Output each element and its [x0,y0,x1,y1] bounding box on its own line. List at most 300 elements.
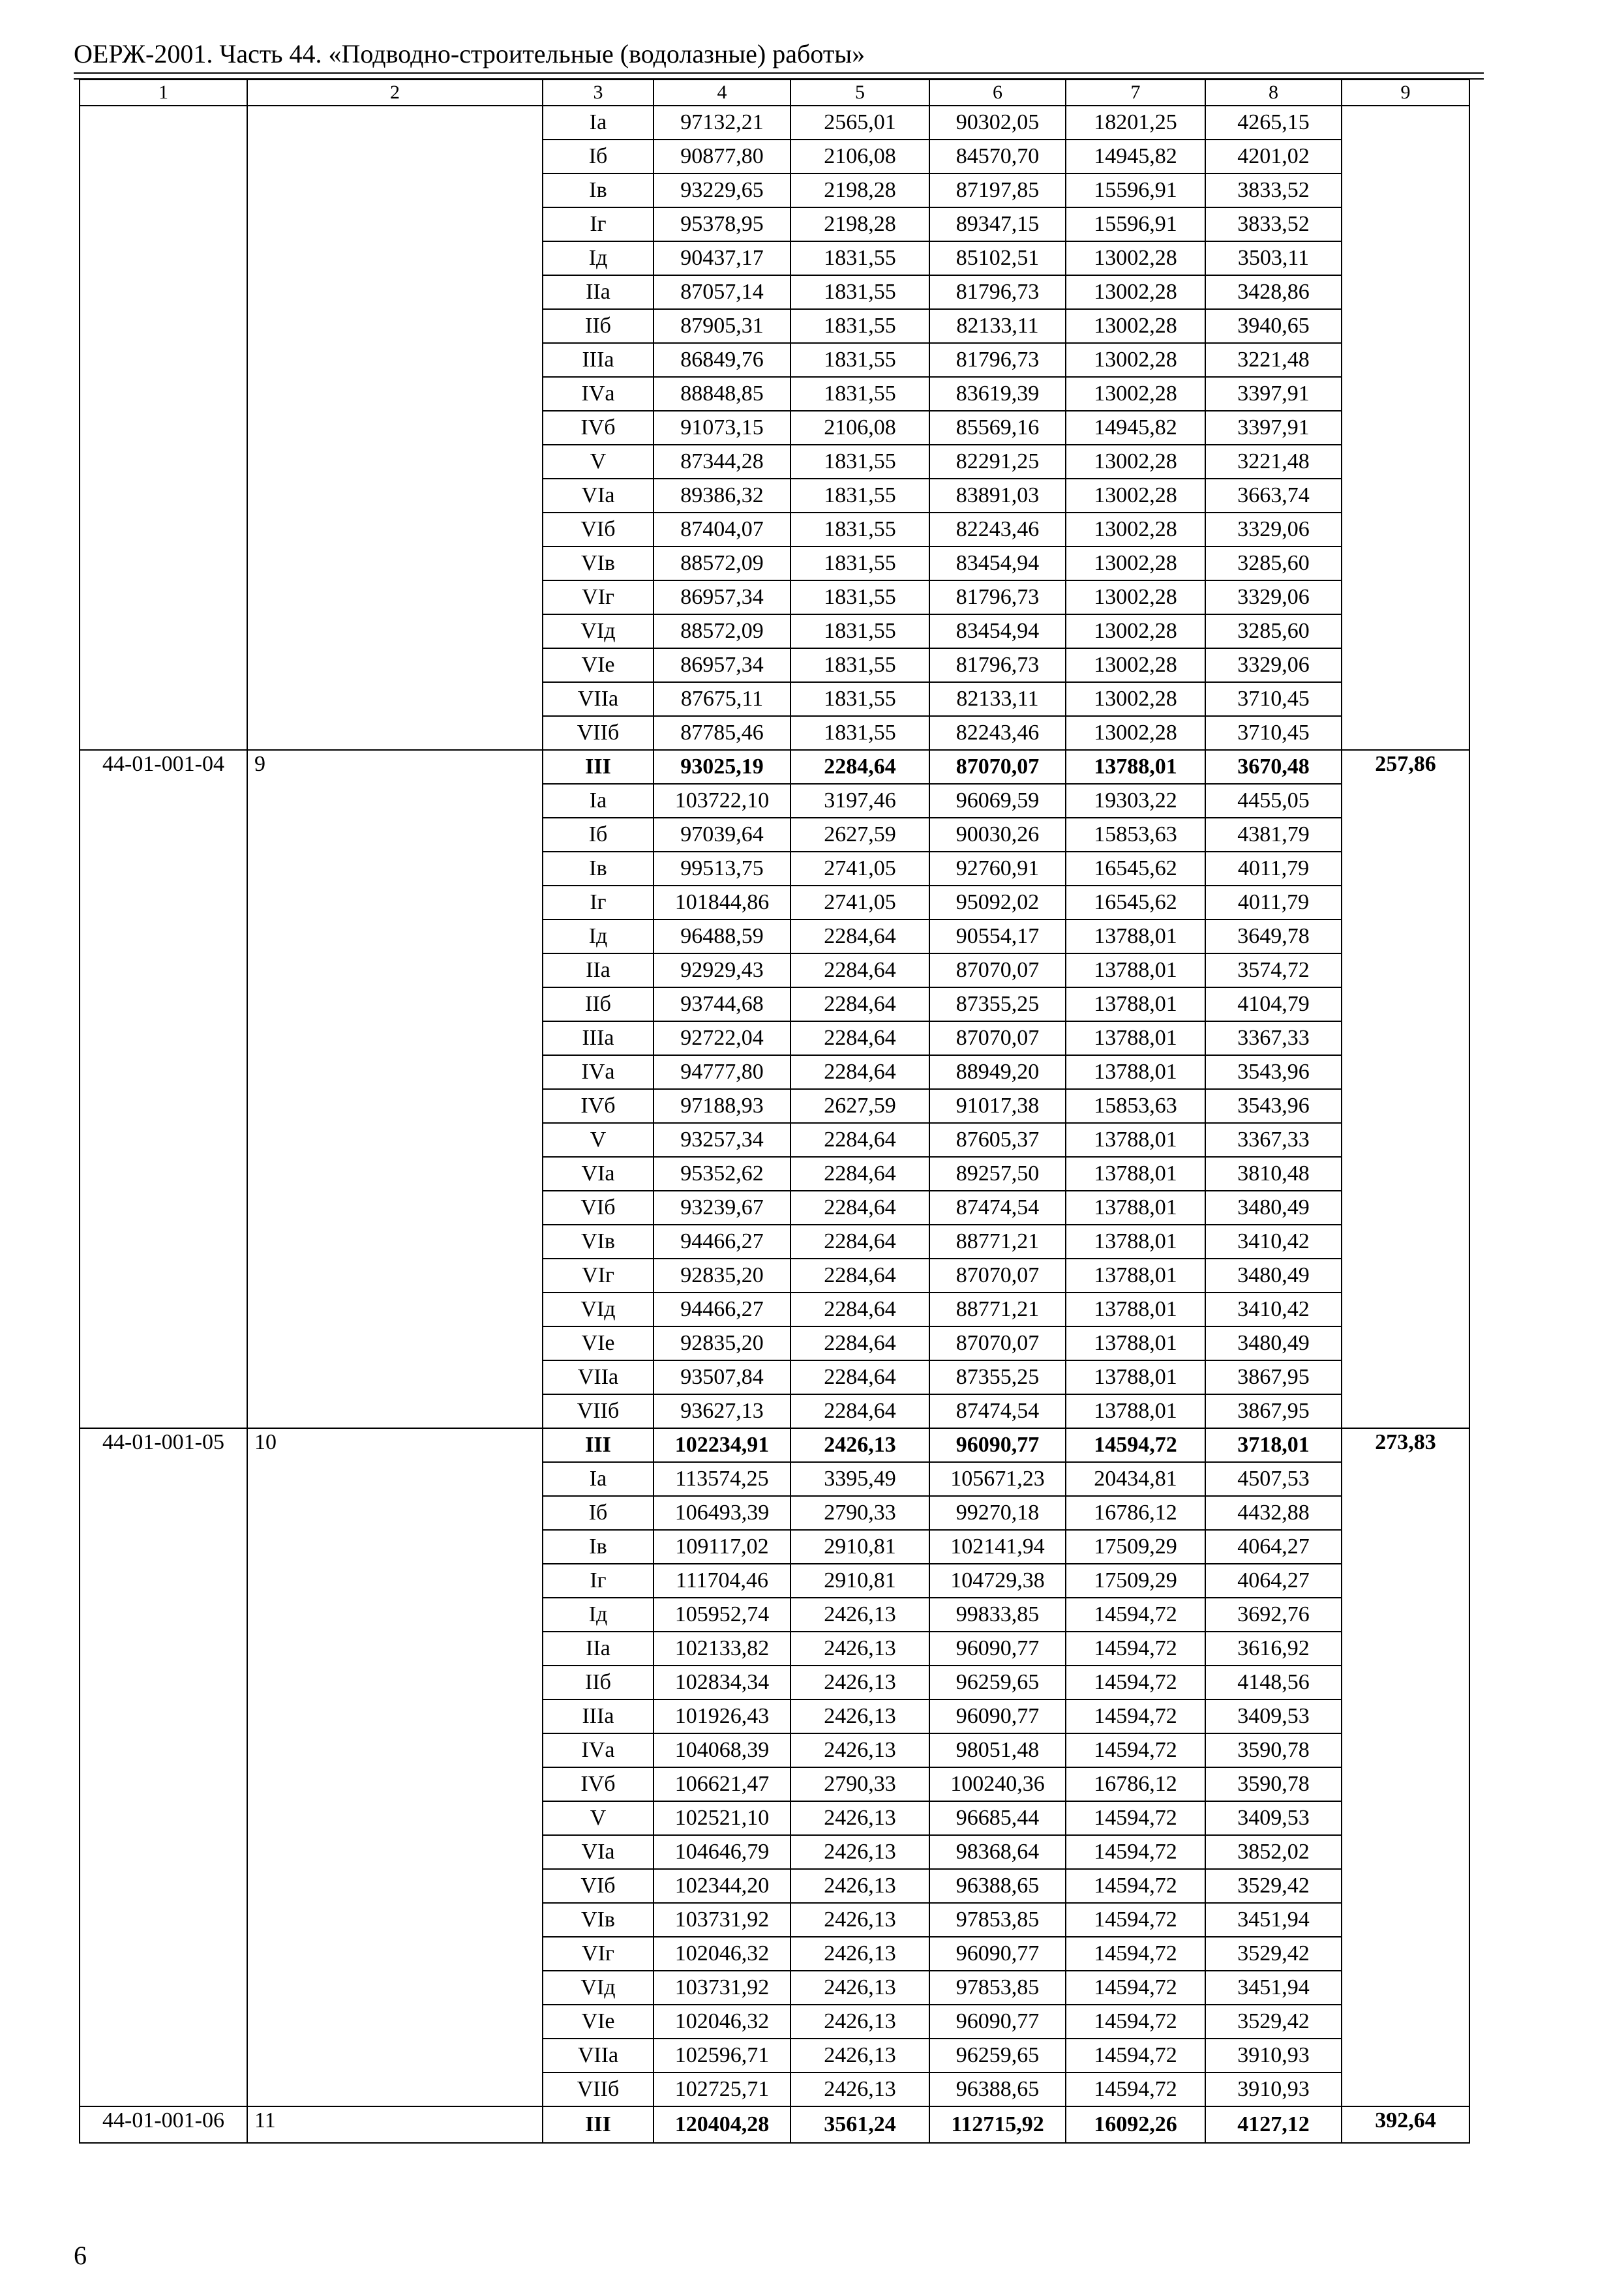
col-machinist-wages-cell: 14594,72 [1066,1869,1205,1903]
col-machinist-wages-cell: 13788,01 [1066,1021,1205,1055]
col-machinist-wages-cell: 13002,28 [1066,682,1205,716]
col-machines-cell: 99833,85 [929,1598,1066,1632]
col-labor-cell: 2426,13 [790,2072,929,2106]
col-machinist-wages-cell: 19303,22 [1066,784,1205,818]
col-labor-cell: 1831,55 [790,614,929,648]
number-cell: 9 [247,750,543,1428]
col-machinist-wages-cell: 13002,28 [1066,614,1205,648]
col-total-cell: 106621,47 [654,1767,790,1801]
col-machinist-wages-cell: 18201,25 [1066,106,1205,140]
col-total-cell: 111704,46 [654,1564,790,1598]
col-total-cell: 87675,11 [654,682,790,716]
col-labor-cell: 2627,59 [790,818,929,852]
col-materials-cell: 3940,65 [1205,309,1342,343]
col-machines-cell: 87355,25 [929,987,1066,1021]
column-number-cell: 6 [929,80,1066,106]
col-total-cell: 109117,02 [654,1530,790,1564]
col-total-cell: 86849,76 [654,343,790,377]
col-materials-cell: 4064,27 [1205,1564,1342,1598]
col-machinist-wages-cell: 13788,01 [1066,1191,1205,1225]
col-machines-cell: 87474,54 [929,1191,1066,1225]
col-total-cell: 87905,31 [654,309,790,343]
col-machines-cell: 87070,07 [929,953,1066,987]
col-labor-cell: 1831,55 [790,648,929,682]
col-labor-cell: 2284,64 [790,1394,929,1428]
col-materials-cell: 3410,42 [1205,1225,1342,1259]
col-total-cell: 102344,20 [654,1869,790,1903]
col-materials-cell: 4104,79 [1205,987,1342,1021]
col-machines-cell: 87197,85 [929,173,1066,207]
col-materials-cell: 3590,78 [1205,1733,1342,1767]
col-materials-cell: 3852,02 [1205,1835,1342,1869]
col-machines-cell: 87070,07 [929,750,1066,784]
col-zone-cell: VIIа [543,2039,654,2072]
col-machinist-wages-cell: 13788,01 [1066,750,1205,784]
col-zone-cell: Iв [543,173,654,207]
col-zone-cell: VIа [543,1157,654,1191]
col-materials-cell: 3529,42 [1205,2005,1342,2039]
col-total-cell: 102834,34 [654,1666,790,1699]
col-materials-cell: 3710,45 [1205,682,1342,716]
col-machinist-wages-cell: 15853,63 [1066,1089,1205,1123]
col-machines-cell: 87070,07 [929,1326,1066,1360]
col-zone-cell: VIIб [543,2072,654,2106]
col-zone-cell: VIв [543,546,654,580]
col-machines-cell: 81796,73 [929,275,1066,309]
header-rule [74,72,1484,74]
col-labor-cell: 2426,13 [790,1937,929,1971]
col-zone-cell: Iг [543,1564,654,1598]
col-machines-cell: 96090,77 [929,1937,1066,1971]
col-machines-cell: 85569,16 [929,411,1066,445]
col-zone-cell: Iб [543,140,654,173]
col-machines-cell: 97853,85 [929,1903,1066,1937]
col-total-cell: 95352,62 [654,1157,790,1191]
col-machinist-wages-cell: 15596,91 [1066,173,1205,207]
col-machines-cell: 98051,48 [929,1733,1066,1767]
col-machinist-wages-cell: 14594,72 [1066,2072,1205,2106]
col-zone-cell: VIе [543,2005,654,2039]
col-machinist-wages-cell: 13002,28 [1066,513,1205,546]
col-materials-cell: 3867,95 [1205,1394,1342,1428]
col-total-cell: 93507,84 [654,1360,790,1394]
col-machines-cell: 83619,39 [929,377,1066,411]
col-labor-cell: 2284,64 [790,1055,929,1089]
col-labor-cell: 2910,81 [790,1564,929,1598]
col-machines-cell: 95092,02 [929,886,1066,920]
col-zone-cell: VIе [543,648,654,682]
table-body [80,80,1469,2143]
col-labor-cell: 2284,64 [790,1259,929,1293]
col-materials-cell: 3867,95 [1205,1360,1342,1394]
col-zone-cell: VIд [543,1293,654,1326]
col-zone-cell: VIв [543,1225,654,1259]
col-machinist-wages-cell: 13002,28 [1066,648,1205,682]
col-materials-cell: 3329,06 [1205,580,1342,614]
col-total-cell: 105952,74 [654,1598,790,1632]
col-labor-cell: 1831,55 [790,546,929,580]
col-labor-cell: 1831,55 [790,479,929,513]
col-materials-cell: 3543,96 [1205,1089,1342,1123]
col-zone-cell: VIб [543,1191,654,1225]
col-total-cell: 92835,20 [654,1259,790,1293]
col-total-cell: 87785,46 [654,716,790,750]
col-total-cell: 90437,17 [654,241,790,275]
col-total-cell: 102046,32 [654,1937,790,1971]
col-machinist-wages-cell: 13002,28 [1066,343,1205,377]
col-labor-cell: 2284,64 [790,1123,929,1157]
col-labor-cell: 2284,64 [790,1326,929,1360]
col-machinist-wages-cell: 14594,72 [1066,1428,1205,1462]
col-machinist-wages-cell: 13002,28 [1066,309,1205,343]
col-labor-cell: 2565,01 [790,106,929,140]
labor-cost-cell [1342,106,1469,750]
col-labor-cell: 2790,33 [790,1767,929,1801]
col-machines-cell: 112715,92 [929,2106,1066,2143]
col-machinist-wages-cell: 13788,01 [1066,1360,1205,1394]
col-total-cell: 88572,09 [654,614,790,648]
col-total-cell: 87344,28 [654,445,790,479]
col-materials-cell: 3692,76 [1205,1598,1342,1632]
col-labor-cell: 2426,13 [790,2005,929,2039]
col-total-cell: 92835,20 [654,1326,790,1360]
col-machinist-wages-cell: 16545,62 [1066,886,1205,920]
col-materials-cell: 3367,33 [1205,1021,1342,1055]
col-labor-cell: 2426,13 [790,1971,929,2005]
col-materials-cell: 3221,48 [1205,445,1342,479]
col-labor-cell: 2284,64 [790,1021,929,1055]
col-zone-cell: IIа [543,1632,654,1666]
col-materials-cell: 3397,91 [1205,411,1342,445]
col-materials-cell: 4011,79 [1205,852,1342,886]
col-materials-cell: 3833,52 [1205,207,1342,241]
col-machines-cell: 81796,73 [929,343,1066,377]
col-labor-cell: 2106,08 [790,140,929,173]
col-machines-cell: 88771,21 [929,1293,1066,1326]
col-machinist-wages-cell: 14594,72 [1066,1598,1205,1632]
col-materials-cell: 3616,92 [1205,1632,1342,1666]
col-total-cell: 92929,43 [654,953,790,987]
col-materials-cell: 3663,74 [1205,479,1342,513]
col-materials-cell: 3285,60 [1205,614,1342,648]
col-labor-cell: 2284,64 [790,1225,929,1259]
col-labor-cell: 2627,59 [790,1089,929,1123]
col-labor-cell: 2284,64 [790,953,929,987]
col-total-cell: 102234,91 [654,1428,790,1462]
col-total-cell: 86957,34 [654,648,790,682]
col-total-cell: 87404,07 [654,513,790,546]
column-number-row [80,80,1469,106]
labor-cost-cell: 273,83 [1342,1428,1469,2106]
col-materials-cell: 3285,60 [1205,546,1342,580]
col-labor-cell: 1831,55 [790,377,929,411]
col-machinist-wages-cell: 16092,26 [1066,2106,1205,2143]
col-materials-cell: 4432,88 [1205,1496,1342,1530]
col-zone-cell: VIг [543,1259,654,1293]
col-machines-cell: 82133,11 [929,309,1066,343]
col-total-cell: 97039,64 [654,818,790,852]
col-zone-cell: III [543,1428,654,1462]
col-total-cell: 93627,13 [654,1394,790,1428]
col-zone-cell: V [543,1801,654,1835]
col-machines-cell: 98368,64 [929,1835,1066,1869]
col-materials-cell: 4381,79 [1205,818,1342,852]
col-materials-cell: 3529,42 [1205,1869,1342,1903]
col-machines-cell: 102141,94 [929,1530,1066,1564]
column-number-cell: 8 [1205,80,1342,106]
col-materials-cell: 3397,91 [1205,377,1342,411]
col-materials-cell: 3710,45 [1205,716,1342,750]
col-materials-cell: 3367,33 [1205,1123,1342,1157]
col-materials-cell: 4011,79 [1205,886,1342,920]
col-machinist-wages-cell: 13002,28 [1066,377,1205,411]
col-materials-cell: 3810,48 [1205,1157,1342,1191]
col-machines-cell: 96388,65 [929,2072,1066,2106]
col-materials-cell: 4127,12 [1205,2106,1342,2143]
col-materials-cell: 3221,48 [1205,343,1342,377]
col-total-cell: 102046,32 [654,2005,790,2039]
col-total-cell: 96488,59 [654,920,790,953]
col-materials-cell: 3529,42 [1205,1937,1342,1971]
col-labor-cell: 2426,13 [790,1699,929,1733]
col-total-cell: 106493,39 [654,1496,790,1530]
number-cell [247,106,543,750]
col-materials-cell: 3329,06 [1205,648,1342,682]
col-machines-cell: 96259,65 [929,2039,1066,2072]
col-machinist-wages-cell: 14594,72 [1066,1733,1205,1767]
col-zone-cell: VIа [543,1835,654,1869]
col-labor-cell: 2198,28 [790,207,929,241]
col-machines-cell: 96685,44 [929,1801,1066,1835]
col-zone-cell: IIIа [543,343,654,377]
col-zone-cell: Iб [543,818,654,852]
col-machines-cell: 85102,51 [929,241,1066,275]
col-zone-cell: IIб [543,987,654,1021]
col-labor-cell: 1831,55 [790,513,929,546]
col-labor-cell: 3395,49 [790,1462,929,1496]
col-materials-cell: 3480,49 [1205,1191,1342,1225]
col-machines-cell: 96090,77 [929,2005,1066,2039]
col-machinist-wages-cell: 16786,12 [1066,1767,1205,1801]
col-materials-cell: 3329,06 [1205,513,1342,546]
col-machinist-wages-cell: 20434,81 [1066,1462,1205,1496]
col-machines-cell: 96259,65 [929,1666,1066,1699]
col-total-cell: 95378,95 [654,207,790,241]
column-number-cell: 3 [543,80,654,106]
col-zone-cell: Iа [543,106,654,140]
col-machinist-wages-cell: 13002,28 [1066,716,1205,750]
labor-cost-cell: 392,64 [1342,2106,1469,2143]
col-zone-cell: VIд [543,614,654,648]
col-machines-cell: 82291,25 [929,445,1066,479]
col-total-cell: 94466,27 [654,1293,790,1326]
col-zone-cell: IIа [543,953,654,987]
table-row-main [80,2106,1469,2143]
col-zone-cell: V [543,445,654,479]
col-machines-cell: 83454,94 [929,546,1066,580]
col-machinist-wages-cell: 14945,82 [1066,411,1205,445]
col-materials-cell: 3409,53 [1205,1699,1342,1733]
col-machines-cell: 90554,17 [929,920,1066,953]
table-row-main [80,1428,1469,1462]
col-machinist-wages-cell: 15596,91 [1066,207,1205,241]
col-machines-cell: 89347,15 [929,207,1066,241]
col-total-cell: 99513,75 [654,852,790,886]
col-zone-cell: IIа [543,275,654,309]
col-zone-cell: Iа [543,1462,654,1496]
col-total-cell: 93239,67 [654,1191,790,1225]
col-labor-cell: 2790,33 [790,1496,929,1530]
col-machines-cell: 88949,20 [929,1055,1066,1089]
col-machines-cell: 100240,36 [929,1767,1066,1801]
col-materials-cell: 3670,48 [1205,750,1342,784]
col-labor-cell: 2741,05 [790,886,929,920]
col-total-cell: 120404,28 [654,2106,790,2143]
col-zone-cell: IVа [543,377,654,411]
col-machinist-wages-cell: 13002,28 [1066,241,1205,275]
col-machinist-wages-cell: 13788,01 [1066,1326,1205,1360]
number-cell: 11 [247,2106,543,2143]
col-zone-cell: IVа [543,1055,654,1089]
col-machines-cell: 96069,59 [929,784,1066,818]
col-machinist-wages-cell: 17509,29 [1066,1530,1205,1564]
col-machinist-wages-cell: 13002,28 [1066,546,1205,580]
col-labor-cell: 3197,46 [790,784,929,818]
col-machinist-wages-cell: 13002,28 [1066,580,1205,614]
col-total-cell: 101926,43 [654,1699,790,1733]
code-cell: 44-01-001-05 [80,1428,247,2106]
col-labor-cell: 2426,13 [790,1428,929,1462]
col-total-cell: 102596,71 [654,2039,790,2072]
col-materials-cell: 3718,01 [1205,1428,1342,1462]
col-materials-cell: 3451,94 [1205,1971,1342,2005]
col-machines-cell: 81796,73 [929,648,1066,682]
col-materials-cell: 3590,78 [1205,1767,1342,1801]
col-total-cell: 103731,92 [654,1971,790,2005]
col-machinist-wages-cell: 14594,72 [1066,2005,1205,2039]
col-labor-cell: 1831,55 [790,275,929,309]
column-number-cell: 5 [790,80,929,106]
col-machines-cell: 87355,25 [929,1360,1066,1394]
col-zone-cell: VIа [543,479,654,513]
col-machinist-wages-cell: 17509,29 [1066,1564,1205,1598]
col-zone-cell: Iв [543,852,654,886]
col-materials-cell: 3649,78 [1205,920,1342,953]
col-total-cell: 102133,82 [654,1632,790,1666]
col-machinist-wages-cell: 14945,82 [1066,140,1205,173]
col-total-cell: 93257,34 [654,1123,790,1157]
col-zone-cell: VIб [543,513,654,546]
col-machines-cell: 82133,11 [929,682,1066,716]
code-cell: 44-01-001-06 [80,2106,247,2143]
col-materials-cell: 3451,94 [1205,1903,1342,1937]
col-total-cell: 97132,21 [654,106,790,140]
col-labor-cell: 1831,55 [790,309,929,343]
col-labor-cell: 2426,13 [790,1801,929,1835]
col-labor-cell: 2426,13 [790,1903,929,1937]
col-materials-cell: 3543,96 [1205,1055,1342,1089]
col-machinist-wages-cell: 13788,01 [1066,1225,1205,1259]
col-machines-cell: 82243,46 [929,716,1066,750]
col-labor-cell: 2426,13 [790,1835,929,1869]
col-machinist-wages-cell: 13788,01 [1066,1293,1205,1326]
col-machinist-wages-cell: 13788,01 [1066,1123,1205,1157]
col-zone-cell: Iг [543,886,654,920]
col-materials-cell: 3480,49 [1205,1259,1342,1293]
col-total-cell: 92722,04 [654,1021,790,1055]
col-total-cell: 88572,09 [654,546,790,580]
col-zone-cell: III [543,750,654,784]
labor-cost-cell: 257,86 [1342,750,1469,1428]
col-labor-cell: 1831,55 [790,580,929,614]
col-materials-cell: 4148,56 [1205,1666,1342,1699]
col-zone-cell: VIIб [543,716,654,750]
col-machines-cell: 83891,03 [929,479,1066,513]
col-zone-cell: Iг [543,207,654,241]
col-machines-cell: 83454,94 [929,614,1066,648]
col-materials-cell: 4064,27 [1205,1530,1342,1564]
col-materials-cell: 3910,93 [1205,2039,1342,2072]
col-zone-cell: VIб [543,1869,654,1903]
col-machinist-wages-cell: 13002,28 [1066,275,1205,309]
col-machines-cell: 91017,38 [929,1089,1066,1123]
table-row [80,106,1469,140]
col-total-cell: 103722,10 [654,784,790,818]
col-total-cell: 86957,34 [654,580,790,614]
column-number-cell: 1 [80,80,247,106]
column-number-cell: 7 [1066,80,1205,106]
col-machines-cell: 96090,77 [929,1699,1066,1733]
col-machines-cell: 87605,37 [929,1123,1066,1157]
col-machinist-wages-cell: 14594,72 [1066,2039,1205,2072]
col-zone-cell: Iв [543,1530,654,1564]
col-zone-cell: IVб [543,411,654,445]
col-labor-cell: 2284,64 [790,1360,929,1394]
col-total-cell: 93744,68 [654,987,790,1021]
col-zone-cell: VIIб [543,1394,654,1428]
col-materials-cell: 4265,15 [1205,106,1342,140]
col-labor-cell: 2426,13 [790,1632,929,1666]
col-machinist-wages-cell: 13788,01 [1066,1055,1205,1089]
col-materials-cell: 3503,11 [1205,241,1342,275]
col-materials-cell: 3833,52 [1205,173,1342,207]
col-machinist-wages-cell: 14594,72 [1066,1937,1205,1971]
col-labor-cell: 2284,64 [790,1191,929,1225]
col-zone-cell: VIг [543,1937,654,1971]
col-labor-cell: 1831,55 [790,343,929,377]
col-labor-cell: 2426,13 [790,1598,929,1632]
document-title: ОЕРЖ-2001. Часть 44. «Подводно-строительные (водолазные) работы» [74,39,865,68]
col-materials-cell: 4455,05 [1205,784,1342,818]
col-total-cell: 101844,86 [654,886,790,920]
col-zone-cell: Iд [543,1598,654,1632]
col-machinist-wages-cell: 13788,01 [1066,987,1205,1021]
col-labor-cell: 1831,55 [790,716,929,750]
col-zone-cell: VIг [543,580,654,614]
col-total-cell: 102521,10 [654,1801,790,1835]
col-machinist-wages-cell: 13002,28 [1066,445,1205,479]
col-machines-cell: 97853,85 [929,1971,1066,2005]
col-machines-cell: 87474,54 [929,1394,1066,1428]
col-total-cell: 90877,80 [654,140,790,173]
col-machines-cell: 87070,07 [929,1021,1066,1055]
col-zone-cell: IVб [543,1089,654,1123]
col-zone-cell: VIIа [543,682,654,716]
page-number: 6 [74,2241,87,2270]
col-labor-cell: 3561,24 [790,2106,929,2143]
col-materials-cell: 3410,42 [1205,1293,1342,1326]
col-total-cell: 104068,39 [654,1733,790,1767]
